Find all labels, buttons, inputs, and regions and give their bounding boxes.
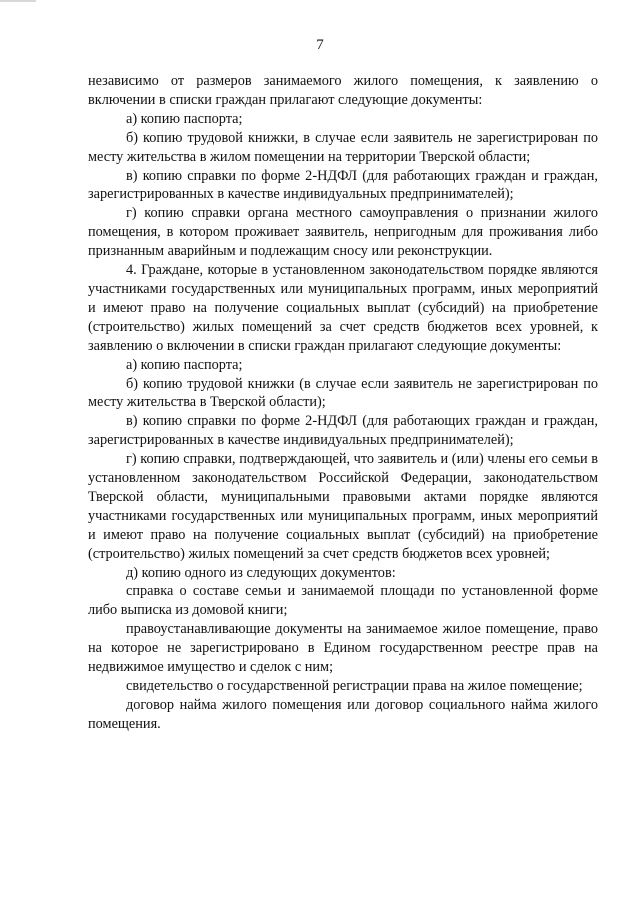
paragraph: справка о составе семьи и занимаемой площади по установленной форме либо выписка из домовой книги; bbox=[88, 583, 598, 619]
paragraph: 4. Граждане, которые в установленном законодательством порядке являются участниками государственных или муниципальных программ, иных мероприятий и имеют право на получение социальных выплат (субсидий) на приобретение (строительство) жилых помещений за счет средств бюджетов всех уровней, к заявлению о включении в списки граждан прилагают следующие документы: bbox=[88, 262, 598, 354]
paragraph: а) копию паспорта; bbox=[126, 356, 243, 373]
paragraph: свидетельство о государственной регистрации права на жилое помещение; bbox=[126, 678, 583, 694]
paragraph: а) копию паспорта; bbox=[126, 110, 243, 127]
paragraph: правоустанавливающие документы на занимаемое жилое помещение, право на которое не зарегистрировано в Едином государственном реестре прав на недвижимое имущество и сделок с ним; bbox=[88, 621, 598, 676]
scan-edge-mark bbox=[0, 0, 36, 2]
paragraph: б) копию трудовой книжки, в случае если заявитель не зарегистрирован по месту жительства в жилом помещении на территории Тверской области; bbox=[88, 129, 598, 165]
paragraph: независимо от размеров занимаемого жилого помещения, к заявлению о включении в списки граждан прилагают следующие документы: bbox=[88, 73, 598, 108]
paragraph: в) копию справки по форме 2-НДФЛ (для работающих граждан и граждан, зарегистрированных в качестве индивидуальных предпринимателей); bbox=[88, 413, 598, 449]
paragraph: г) копию справки органа местного самоуправления о признании жилого помещения, в котором проживает заявитель, непригодным для проживания либо признанным аварийным и подлежащим сносу или реконструкции. bbox=[88, 205, 598, 260]
paragraph: в) копию справки по форме 2-НДФЛ (для работающих граждан и граждан, зарегистрированных в качестве индивидуальных предпринимателей); bbox=[88, 167, 598, 203]
paragraph: б) копию трудовой книжки (в случае если заявитель не зарегистрирован по месту жительства в Тверской области); bbox=[88, 375, 598, 411]
paragraph: д) копию одного из следующих документов: bbox=[126, 564, 396, 581]
paragraph: г) копию справки, подтверждающей, что заявитель и (или) члены его семьи в установленном законодательством Российской Федерации, законодательством Тверской области, муниципальными правовыми актами порядке являются участниками государственных или муниципальных программ, иных мероприятий и имеют право на получение социальных выплат (субсидий) на приобретение (строительство) жилых помещений за счет средств бюджетов всех уровней; bbox=[88, 451, 598, 562]
page-number: 7 bbox=[316, 37, 324, 53]
document-body bbox=[88, 72, 598, 734]
paragraph: договор найма жилого помещения или договор социального найма жилого помещения. bbox=[88, 696, 598, 732]
